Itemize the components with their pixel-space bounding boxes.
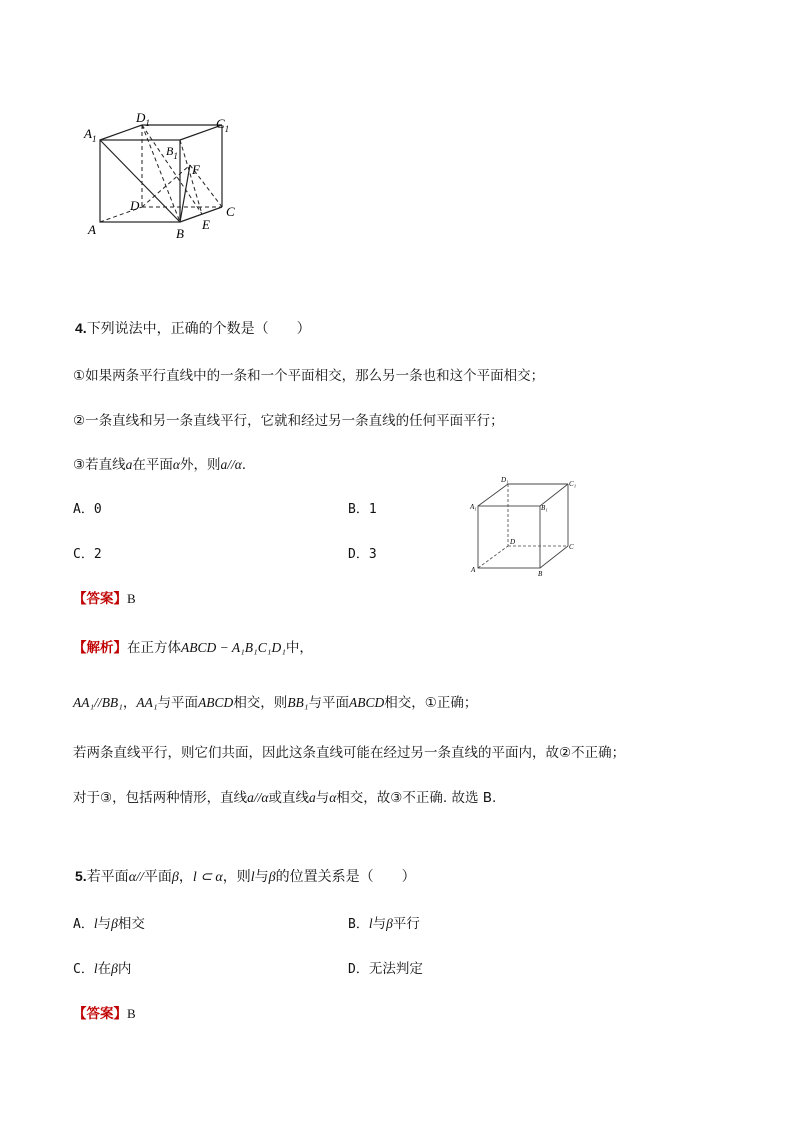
svg-text:D: D <box>510 538 516 546</box>
q4-statement-2: ②一条直线和另一条直线平行，它就和经过另一条直线的任何平面平行； <box>73 413 504 429</box>
q4-option-d[interactable]: D．3 <box>348 547 377 562</box>
q5-option-c[interactable]: C．l在β内 <box>73 961 132 977</box>
svg-text:A1: $A_1$ <box>84 126 97 144</box>
segment-b-f <box>180 165 190 222</box>
q4-statement-3: ③若直线a在平面α外，则a//α. <box>73 457 247 473</box>
svg-text:B: B <box>538 570 543 578</box>
svg-text:B₁: B₁ <box>541 504 548 512</box>
q4-statement-1: ①如果两条平行直线中的一条和一个平面相交，那么另一条也和这个平面相交； <box>73 368 545 384</box>
q5-number: 5. <box>75 868 87 884</box>
edge-a1-d1 <box>100 125 142 140</box>
q4-analysis-line-1: 【解析】在正方体ABCD − A₁B₁C₁D₁中， <box>73 640 313 656</box>
answer-tag: 【答案】 <box>73 591 127 607</box>
q4-number: 4. <box>75 320 87 336</box>
svg-text:A: A <box>471 566 476 574</box>
svg-text:D: D <box>130 198 140 213</box>
answer-value: B <box>127 1006 136 1021</box>
q4-analysis-line-2: AA₁//BB₁，AA₁与平面ABCD相交，则BB₁与平面ABCD相交，①正确； <box>73 695 478 711</box>
q5-answer <box>73 1002 136 1022</box>
q5-option-d[interactable]: D．无法判定 <box>348 961 423 977</box>
q4-option-a[interactable]: A．0 <box>73 502 102 517</box>
cube-figure-1 <box>80 110 250 245</box>
q5-title: 5.若平面α//平面β，l ⊂ α，则l与β的位置关系是（ ） <box>75 868 416 885</box>
svg-text:D1: $D_1$ <box>136 110 150 128</box>
q4-title-text: 下列说法中，正确的个数是（ ） <box>86 321 311 337</box>
q4-option-c[interactable]: C．2 <box>73 547 102 562</box>
svg-text:C1: $C_1$ <box>216 116 230 134</box>
svg-text:A: A <box>88 222 96 237</box>
q5-option-a[interactable]: A．l与β相交 <box>73 916 145 932</box>
q4-answer <box>73 587 136 607</box>
answer-tag: 【答案】 <box>73 1006 127 1022</box>
answer-value: B <box>127 591 136 606</box>
svg-text:C: C <box>569 543 574 551</box>
svg-text:A₁: A₁ <box>470 503 477 511</box>
svg-text:B: B <box>176 226 184 241</box>
cube-figure-2 <box>468 476 580 578</box>
svg-text:F: F <box>192 162 200 177</box>
q4-title <box>75 318 311 338</box>
svg-text:E: E <box>202 217 210 232</box>
q4-analysis-line-4: 对于③，包括两种情形，直线a//α或直线a与α相交，故③不正确. 故选 B. <box>73 790 497 806</box>
q4-option-b[interactable]: B．1 <box>348 502 377 517</box>
svg-text:B1: $B_1$ <box>166 144 178 161</box>
svg-text:D₁: D₁ <box>501 476 509 484</box>
q5-option-b[interactable]: B．l与β平行 <box>348 916 420 932</box>
svg-text:C: C <box>226 204 235 219</box>
svg-text:C₁: C₁ <box>569 480 577 488</box>
analysis-tag: 【解析】 <box>73 640 127 656</box>
q4-analysis-line-3: 若两条直线平行，则它们共面，因此这条直线可能在经过另一条直线的平面内，故②不正确； <box>73 745 626 761</box>
